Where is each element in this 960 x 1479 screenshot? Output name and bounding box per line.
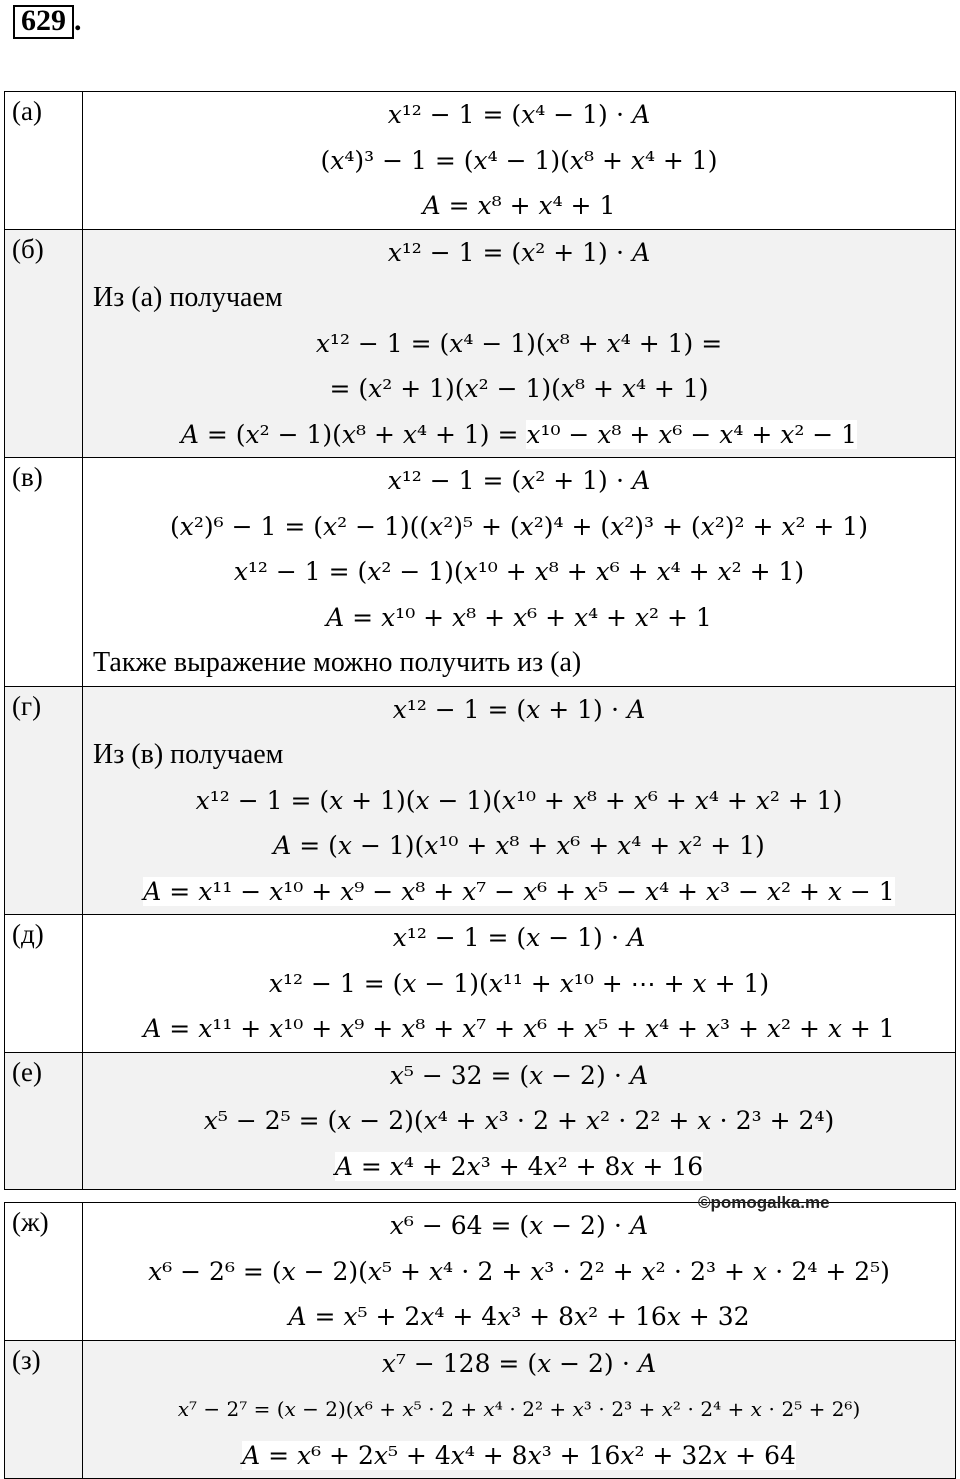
equation-line bbox=[93, 1144, 945, 1190]
row-content bbox=[83, 1340, 956, 1479]
equation-line: 𝐴 = 𝑥⁵ + 2𝑥⁴ + 4𝑥³ + 8𝑥² + 16𝑥 + 32 bbox=[288, 1302, 750, 1331]
row-label: (в) bbox=[5, 458, 83, 687]
highlighted-answer: 𝑥¹⁰ − 𝑥⁸ + 𝑥⁶ − 𝑥⁴ + 𝑥² − 1 bbox=[526, 419, 858, 449]
solution-row-a bbox=[5, 92, 956, 230]
equation-line: 𝑥¹² − 1 = (𝑥⁴ − 1) ⋅ 𝐴 bbox=[387, 100, 651, 129]
solution-table-2 bbox=[4, 1202, 956, 1479]
highlighted-answer: 𝐴 = 𝑥¹¹ − 𝑥¹⁰ + 𝑥⁹ − 𝑥⁸ + 𝑥⁷ − 𝑥⁶ + 𝑥⁵ − 𝑥⁴ + 𝑥³ − 𝑥² + 𝑥 − 1 bbox=[143, 876, 895, 906]
equation-line: 𝑥⁵ − 32 = (𝑥 − 2) ⋅ 𝐴 bbox=[389, 1060, 649, 1090]
solution-row-d bbox=[5, 915, 956, 1053]
task-number-dot: . bbox=[74, 4, 82, 37]
highlighted-answer: 𝐴 = 𝑥⁶ + 2𝑥⁵ + 4𝑥⁴ + 8𝑥³ + 16𝑥² + 32𝑥 + 64 bbox=[242, 1440, 796, 1470]
equation-line: 𝐴 = 𝑥⁸ + 𝑥⁴ + 1 bbox=[422, 191, 616, 220]
watermark: ©pomogalka.me bbox=[698, 1193, 830, 1212]
equation-line: (𝑥²)⁶ − 1 = (𝑥² − 1)((𝑥²)⁵ + (𝑥²)⁴ + (𝑥²)³ + (𝑥²)² + 𝑥² + 1) bbox=[170, 511, 868, 541]
equation-line: 𝑥⁶ − 2⁶ = (𝑥 − 2)(𝑥⁵ + 𝑥⁴ ⋅ 2 + 𝑥³ ⋅ 2² + 𝑥² ⋅ 2³ + 𝑥 ⋅ 2⁴ + 2⁵) bbox=[148, 1256, 890, 1286]
task-number-box: 629 bbox=[13, 5, 74, 39]
row-content bbox=[83, 458, 956, 687]
equation-line: 𝐴 = 𝑥¹⁰ + 𝑥⁸ + 𝑥⁶ + 𝑥⁴ + 𝑥² + 1 bbox=[326, 602, 712, 632]
equation-line bbox=[93, 1433, 945, 1479]
row-content bbox=[83, 1203, 956, 1341]
equation-line: 𝑥⁷ − 2⁷ = (𝑥 − 2)(𝑥⁶ + 𝑥⁵ ⋅ 2 + 𝑥⁴ ⋅ 2² + 𝑥³ ⋅ 2³ + 𝑥² ⋅ 2⁴ + 𝑥 ⋅ 2⁵ + 2⁶) bbox=[177, 1397, 861, 1421]
row-label: (ж) bbox=[5, 1203, 83, 1341]
row-label: (а) bbox=[5, 92, 83, 230]
row-content bbox=[83, 1052, 956, 1190]
solution-row-g bbox=[5, 686, 956, 915]
equation-line: 𝐴 = (𝑥² − 1)(𝑥⁸ + 𝑥⁴ + 1) = 𝑥¹⁰ − 𝑥⁸ + 𝑥⁶ − 𝑥⁴ + 𝑥² − 1 bbox=[180, 419, 858, 449]
text-line: Из (в) получаем bbox=[93, 739, 284, 770]
equation-line: (𝑥⁴)³ − 1 = (𝑥⁴ − 1)(𝑥⁸ + 𝑥⁴ + 1) bbox=[320, 145, 718, 175]
solution-row-z bbox=[5, 1340, 956, 1479]
row-content bbox=[83, 229, 956, 458]
row-label: (е) bbox=[5, 1052, 83, 1190]
solution-row-b bbox=[5, 229, 956, 458]
text-line: Из (а) получаем bbox=[93, 282, 283, 313]
equation-line: 𝑥¹² − 1 = (𝑥⁴ − 1)(𝑥⁸ + 𝑥⁴ + 1) = bbox=[315, 328, 723, 358]
solution-row-zh bbox=[5, 1203, 956, 1341]
row-content bbox=[83, 686, 956, 915]
equation-line: 𝑥⁶ − 64 = (𝑥 − 2) ⋅ 𝐴 bbox=[389, 1211, 649, 1240]
equation-line bbox=[93, 869, 945, 915]
row-label: (д) bbox=[5, 915, 83, 1053]
row-content bbox=[83, 92, 956, 230]
equation-line: 𝐴 = (𝑥 − 1)(𝑥¹⁰ + 𝑥⁸ + 𝑥⁶ + 𝑥⁴ + 𝑥² + 1) bbox=[273, 831, 765, 860]
solution-table-1 bbox=[4, 91, 956, 1190]
equation-line: 𝑥¹² − 1 = (𝑥² + 1) ⋅ 𝐴 bbox=[387, 466, 651, 495]
solution-row-e bbox=[5, 1052, 956, 1190]
row-label: (б) bbox=[5, 229, 83, 458]
equation-line: 𝑥¹² − 1 = (𝑥² + 1) ⋅ 𝐴 bbox=[387, 237, 651, 267]
equation-line: 𝑥¹² − 1 = (𝑥 − 1) ⋅ 𝐴 bbox=[392, 923, 646, 952]
equation-line: 𝑥¹² − 1 = (𝑥 − 1)(𝑥¹¹ + 𝑥¹⁰ + ⋯ + 𝑥 + 1) bbox=[268, 968, 770, 998]
equation-line: = (𝑥² + 1)(𝑥² − 1)(𝑥⁸ + 𝑥⁴ + 1) bbox=[329, 374, 709, 403]
equation-line: 𝑥⁵ − 2⁵ = (𝑥 − 2)(𝑥⁴ + 𝑥³ ⋅ 2 + 𝑥² ⋅ 2² + 𝑥 ⋅ 2³ + 2⁴) bbox=[203, 1106, 835, 1135]
highlighted-answer: 𝐴 = 𝑥⁴ + 2𝑥³ + 4𝑥² + 8𝑥 + 16 bbox=[334, 1151, 704, 1181]
equation-line: 𝑥⁷ − 128 = (𝑥 − 2) ⋅ 𝐴 bbox=[381, 1348, 657, 1378]
solution-row-v bbox=[5, 458, 956, 687]
task-number bbox=[13, 5, 82, 35]
row-label: (г) bbox=[5, 686, 83, 915]
equation-line: 𝑥¹² − 1 = (𝑥 + 1)(𝑥 − 1)(𝑥¹⁰ + 𝑥⁸ + 𝑥⁶ + 𝑥⁴ + 𝑥² + 1) bbox=[195, 785, 843, 815]
equation-line: 𝑥¹² − 1 = (𝑥 + 1) ⋅ 𝐴 bbox=[392, 694, 646, 724]
row-label: (з) bbox=[5, 1340, 83, 1479]
equation-line: 𝑥¹² − 1 = (𝑥² − 1)(𝑥¹⁰ + 𝑥⁸ + 𝑥⁶ + 𝑥⁴ + 𝑥² + 1) bbox=[233, 557, 805, 586]
equation-line: 𝐴 = 𝑥¹¹ + 𝑥¹⁰ + 𝑥⁹ + 𝑥⁸ + 𝑥⁷ + 𝑥⁶ + 𝑥⁵ + 𝑥⁴ + 𝑥³ + 𝑥² + 𝑥 + 1 bbox=[143, 1014, 895, 1043]
row-content bbox=[83, 915, 956, 1053]
text-line: Также выражение можно получить из (а) bbox=[93, 647, 582, 678]
